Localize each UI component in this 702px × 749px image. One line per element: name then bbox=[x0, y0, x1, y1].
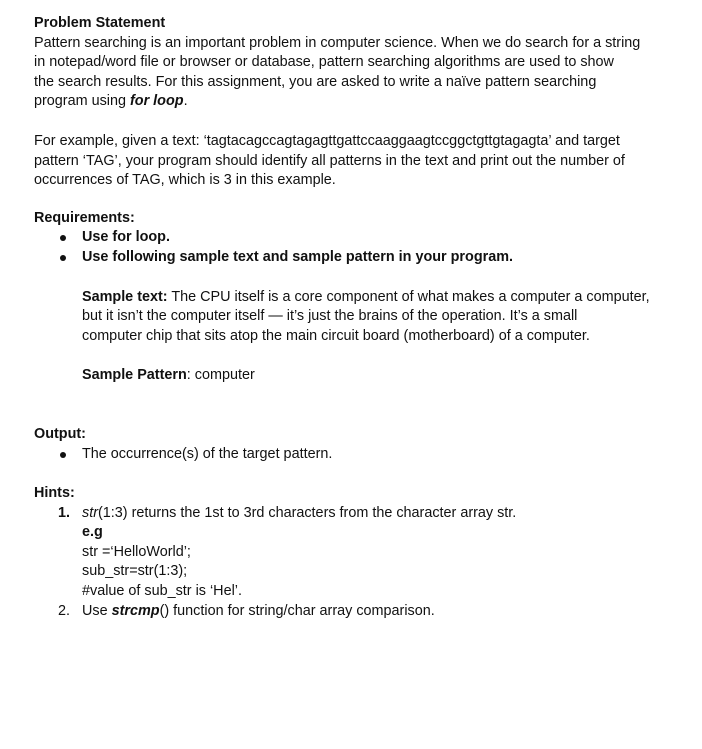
problem-line: in notepad/word file or browser or database, pattern searching algorithms are used to show bbox=[34, 54, 614, 71]
problem-paragraph-2 bbox=[34, 132, 674, 191]
code-line: sub_str=str(1:3); bbox=[82, 563, 188, 580]
hint-number: 1. bbox=[58, 504, 71, 521]
problem-line: Pattern searching is an important problem in computer science. When we do search for a string bbox=[34, 34, 641, 51]
hint-func-str: str bbox=[82, 504, 98, 521]
document-page bbox=[34, 14, 674, 621]
sample-text-line bbox=[82, 288, 674, 308]
output-heading: Output: bbox=[34, 425, 86, 442]
example-label: e.g bbox=[82, 524, 103, 541]
problem-paragraph-1 bbox=[34, 34, 674, 112]
sample-text-content: The CPU itself is a core component of what makes a computer a computer, bbox=[167, 288, 650, 305]
problem-line-suffix: . bbox=[183, 93, 188, 110]
problem-heading: Problem Statement bbox=[34, 15, 166, 31]
problem-line-prefix: program using bbox=[34, 93, 130, 110]
problem-line: the search results. For this assignment, you are asked to write a naïve pattern searching bbox=[34, 73, 597, 90]
sample-text-line: computer chip that sits atop the main circuit board (motherboard) of a computer. bbox=[82, 327, 590, 344]
hint-text: (1:3) returns the 1st to 3rd characters from the character array str. bbox=[98, 504, 517, 521]
hints-heading: Hints: bbox=[34, 485, 75, 502]
sample-pattern-label: Sample Pattern bbox=[82, 367, 187, 384]
problem-line bbox=[34, 92, 674, 112]
hint-func-strcmp: strcmp bbox=[111, 602, 160, 619]
requirements-list bbox=[34, 228, 674, 267]
requirement-item: Use for loop. bbox=[34, 228, 674, 248]
sample-text-label: Sample text: bbox=[82, 288, 168, 305]
requirements-heading: Requirements: bbox=[34, 209, 135, 226]
sample-pattern-value: : computer bbox=[186, 367, 255, 384]
code-line: str =‘HelloWorld’; bbox=[82, 543, 191, 560]
hint-item-1 bbox=[34, 504, 674, 602]
example-line: pattern ‘TAG’, your program should identify all patterns in the text and print out the number of bbox=[34, 152, 625, 169]
output-item: The occurrence(s) of the target pattern. bbox=[34, 445, 674, 465]
hint-suffix: () function for string/char array comparison. bbox=[159, 602, 435, 619]
sample-pattern-block bbox=[34, 366, 674, 386]
requirement-item: Use following sample text and sample pattern in your program. bbox=[34, 248, 674, 268]
sample-pattern-line bbox=[82, 366, 674, 386]
example-line: For example, given a text: ‘tagtacagccagtagagttgattccaaggaagtccggctgttgtagagta’ and target bbox=[34, 132, 620, 149]
hints-list bbox=[34, 504, 674, 622]
example-line: occurrences of TAG, which is 3 in this example. bbox=[34, 172, 336, 189]
output-list bbox=[34, 445, 674, 465]
hint-item-2 bbox=[34, 602, 674, 622]
hint-number: 2. bbox=[58, 602, 71, 619]
sample-text-block bbox=[34, 288, 674, 347]
code-line: #value of sub_str is ‘Hel’. bbox=[82, 583, 242, 600]
hint-prefix: Use bbox=[82, 602, 112, 619]
for-loop-emphasis: for loop bbox=[130, 93, 184, 110]
sample-text-line: but it isn’t the computer itself — it’s just the brains of the operation. It’s a small bbox=[82, 308, 578, 325]
